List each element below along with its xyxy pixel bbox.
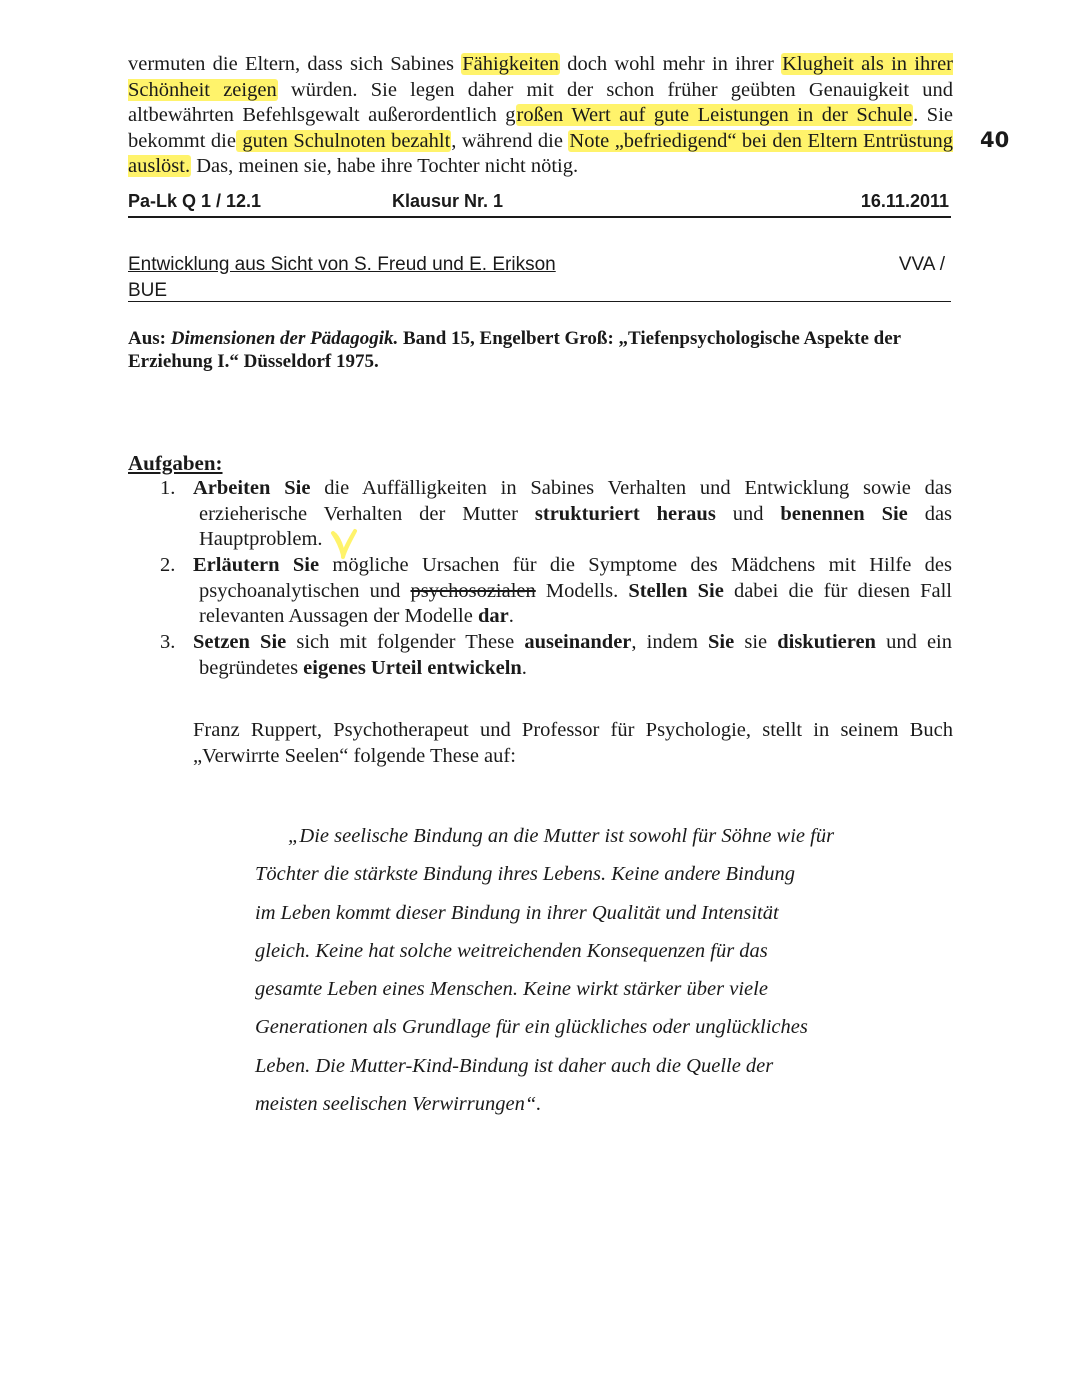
highlight: guten Schulnoten bezahlt [236,129,451,152]
thesis-quote [255,817,895,1123]
quote-line: gesamte Leben eines Menschen. Keine wirkt stärker über viele [255,978,768,1001]
task-verb: eigenes Urteil entwickeln [303,656,522,679]
passage-text: doch wohl mehr in ihrer [560,53,782,75]
task-number: 3. [160,631,176,653]
task-text-part: und ein begründetes [199,631,953,679]
quote-line: Generationen als Grundlage für ein glückliches oder unglückliches [255,1016,808,1039]
task-item-3 [160,630,952,681]
task-text-part: das Hauptproblem. [199,502,953,551]
highlight: Fähigkeiten [462,53,560,75]
task-text-part: dabei die für diesen Fall relevanten Aussagen der Modelle [199,579,952,628]
task-text-part: mögliche Ursachen für die Symptome des Mädchens mit Hilfe des psychoanalytischen und [199,554,952,602]
task-number: 1. [160,477,176,499]
struck-word: psychosozialen [410,579,536,602]
passage-text: vermuten die Eltern, dass sich Sabines [128,53,462,75]
quote-line: meisten seelischen Verwirrungen“. [255,1093,542,1116]
task-verb: Sie [708,631,735,653]
passage-text: , während die [451,129,569,152]
task-verb: diskutieren [777,631,876,653]
task-text [193,476,952,553]
task-text [193,630,952,681]
exam-header [128,191,951,218]
course-label: Pa-Lk Q 1 / 12.1 [128,191,262,211]
teacher-code-2: BUE [128,280,168,301]
quote-line: Töchter die stärkste Bindung ihres Lebens. Keine andere Bindung [255,863,795,886]
task-text-part: . [508,605,514,628]
passage-text: . Sie bekommt die [128,104,953,152]
exam-label: Klausur Nr. 1 [392,191,504,211]
teacher-code: VVA / [898,254,945,275]
highlight: Klugheit als in ihrer Schönheit zeigen [128,53,953,101]
highlight: Note „befriedigend“ bei den Eltern Entrüstung auslöst. [128,129,953,178]
task-verb: Erläutern Sie [193,554,320,576]
exam-date: 16.11.2011 [860,191,949,211]
task-verb: Arbeiten Sie [193,477,311,499]
passage-text: würden. Sie legen daher mit der schon früher geübten Genauigkeit und altbewährten Befehlsgewalt außerordentlich g [128,78,954,127]
tasks-heading: Aufgaben: [128,451,223,475]
task-text-part: die Auffälligkeiten in Sabines Verhalten und Entwicklung sowie das erzieherische Verhalten der Mutter [199,477,953,525]
task-text-part: , indem [631,631,709,653]
topic-title: Entwicklung aus Sicht von S. Freud und E. Erikson [128,254,556,275]
source-prefix: Aus: [128,328,171,349]
task-item-1 [160,476,952,553]
task-verb: Stellen Sie [628,579,724,602]
task-verb: dar [477,605,509,628]
task-text-part: Modells. [535,579,629,602]
thesis-intro: Franz Ruppert, Psychotherapeut und Professor für Psychologie, stellt in seinem Buch „Verwirrte Seelen“ folgende These auf: [193,719,953,767]
task-text [193,553,952,630]
highlight: roßen Wert auf gute Leistungen in der Schule [516,104,913,127]
task-item-2 [160,553,952,630]
task-verb: auseinander [524,631,632,653]
source-rest: Band 15, Engelbert Groß: „Tiefenpsychologische Aspekte der Erziehung I.“ Düsseldorf 1975. [128,328,901,372]
task-verb: strukturiert heraus [534,502,716,525]
topic-block [128,253,951,302]
text-passage [128,52,953,180]
passage-text: Das, meinen sie, habe ihre Tochter nicht nötig. [191,155,579,178]
task-text-part: sich mit folgender These [286,631,525,653]
task-text-part: und [715,502,781,525]
task-verb: benennen Sie [780,502,908,525]
quote-line: Leben. Die Mutter-Kind-Bindung ist daher auch die Quelle der [255,1054,774,1077]
task-number: 2. [160,554,176,576]
margin-line-number: 40 [980,128,1010,152]
quote-line: „Die seelische Bindung an die Mutter ist sowohl für Söhne wie für [288,825,835,847]
task-text-part: . [521,656,527,679]
task-verb: Setzen Sie [193,631,287,653]
source-citation [128,327,958,373]
source-book: Dimensionen der Pädagogik. [170,328,399,349]
quote-line: gleich. Keine hat solche weitreichenden Konsequenzen für das [255,939,768,962]
quote-line: im Leben kommt dieser Bindung in ihrer Qualität und Intensität [255,901,779,924]
task-text-part: sie [734,631,778,653]
